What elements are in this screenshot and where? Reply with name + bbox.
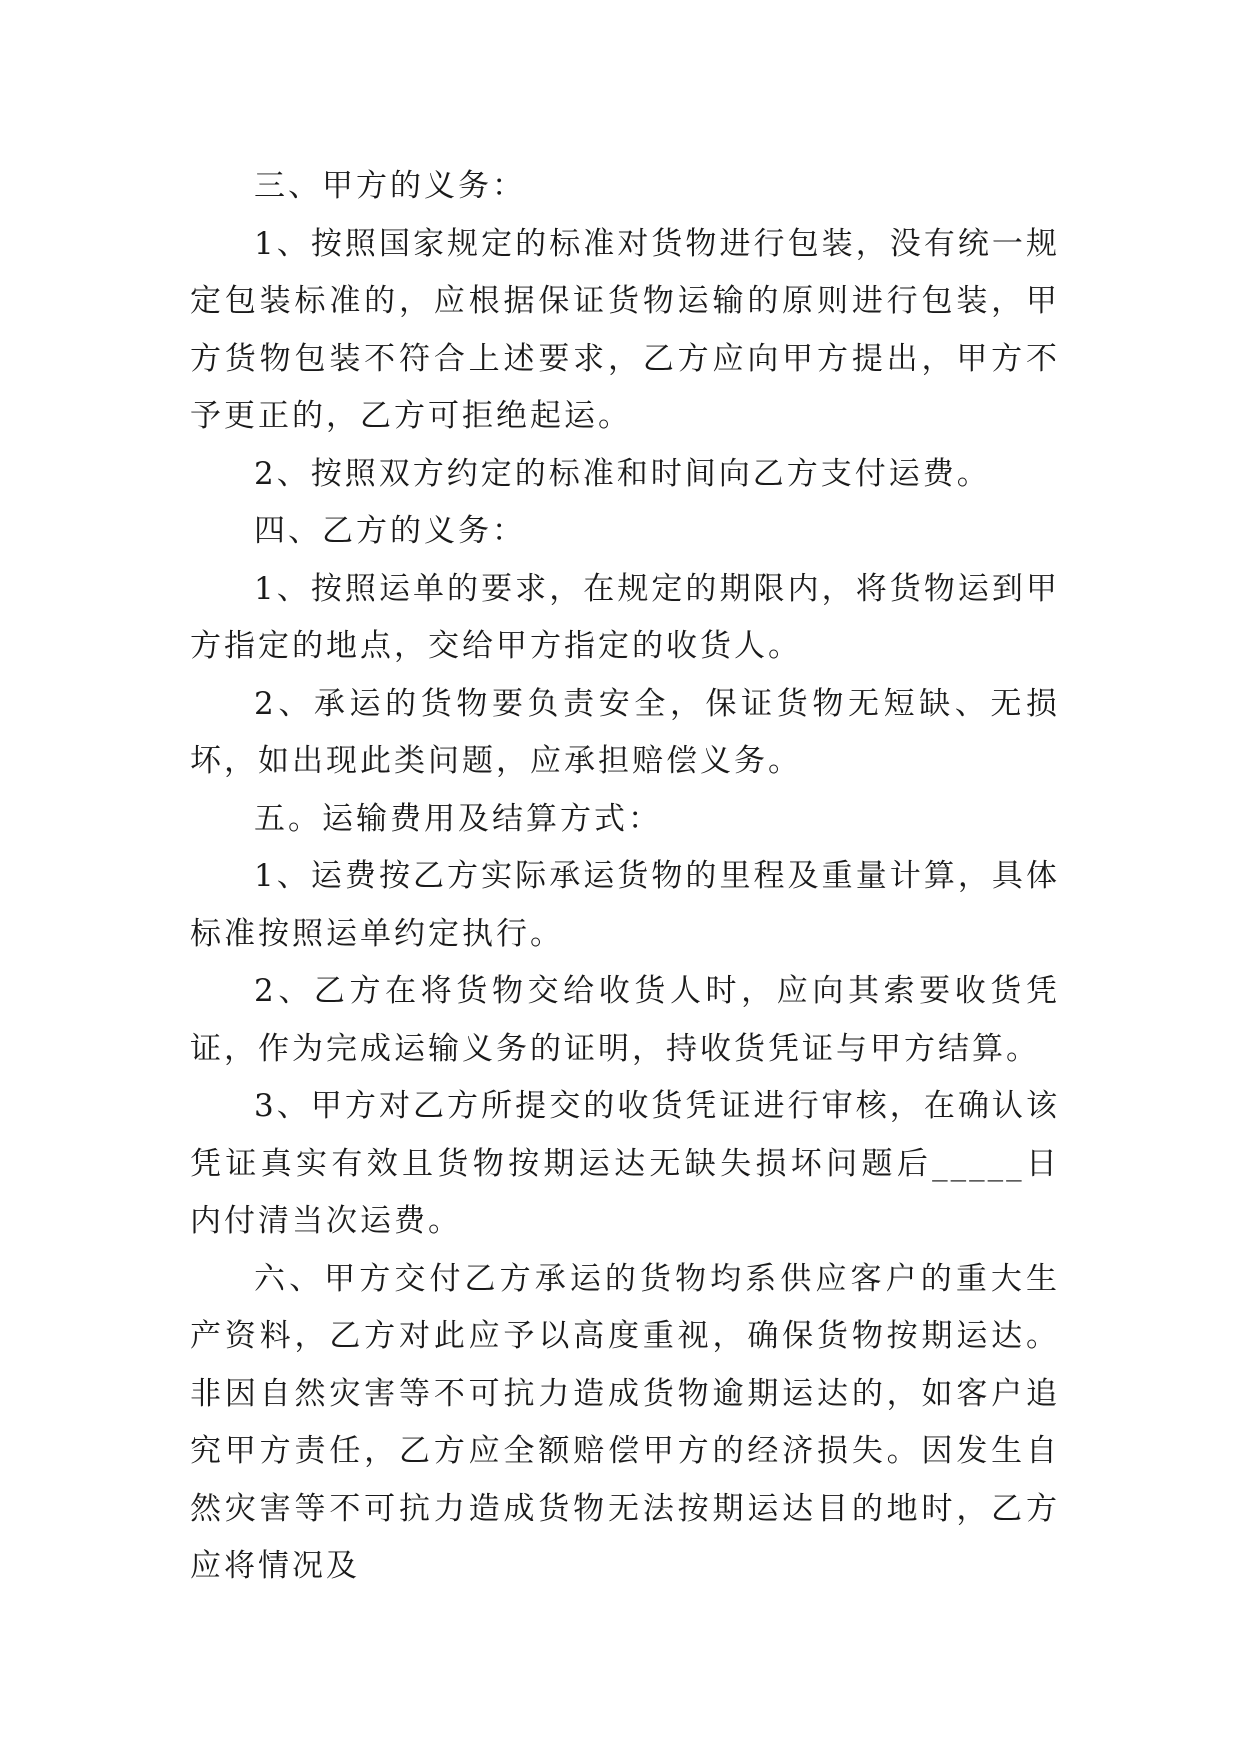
paragraph: 2、乙方在将货物交给收货人时，应向其索要收货凭证，作为完成运输义务的证明，持收货凭证与甲方结算。	[190, 973, 1060, 1067]
paragraph: 2、按照双方约定的标准和时间向乙方支付运费。	[254, 455, 991, 492]
section-heading-party-a-obligations: 三、甲方的义务：	[254, 168, 526, 204]
paragraph: 1、按照运单的要求，在规定的期限内，将货物运到甲方指定的地点，交给甲方指定的收货人。	[190, 570, 1060, 664]
section-heading-fees-settlement: 五。运输费用及结算方式：	[254, 800, 662, 837]
section-six-paragraph: 六、甲方交付乙方承运的货物均系供应客户的重大生产资料，乙方对此应予以高度重视，确保货物按期运达。非因自然灾害等不可抗力造成货物逾期运达的，如客户追究甲方责任，乙方应全额赔偿甲方的经济损失。因发生自然灾害等不可抗力造成货物无法按期运达目的地时，乙方应将情况及	[190, 1260, 1060, 1584]
paragraph: 2、承运的货物要负责安全，保证货物无短缺、无损坏，如出现此类问题，应承担赔偿义务。	[190, 685, 1060, 779]
section-heading-party-b-obligations: 四、乙方的义务：	[254, 513, 526, 549]
paragraph: 1、按照国家规定的标准对货物进行包装，没有统一规定包装标准的，应根据保证货物运输的原则进行包装，甲方货物包装不符合上述要求，乙方应向甲方提出，甲方不予更正的，乙方可拒绝起运。	[190, 225, 1060, 434]
paragraph: 3、甲方对乙方所提交的收货凭证进行审核，在确认该凭证真实有效且货物按期运达无缺失损坏问题后_____日内付清当次运费。	[190, 1088, 1060, 1239]
document-body	[190, 158, 1060, 1596]
paragraph: 1、运费按乙方实际承运货物的里程及重量计算，具体标准按照运单约定执行。	[190, 858, 1060, 952]
